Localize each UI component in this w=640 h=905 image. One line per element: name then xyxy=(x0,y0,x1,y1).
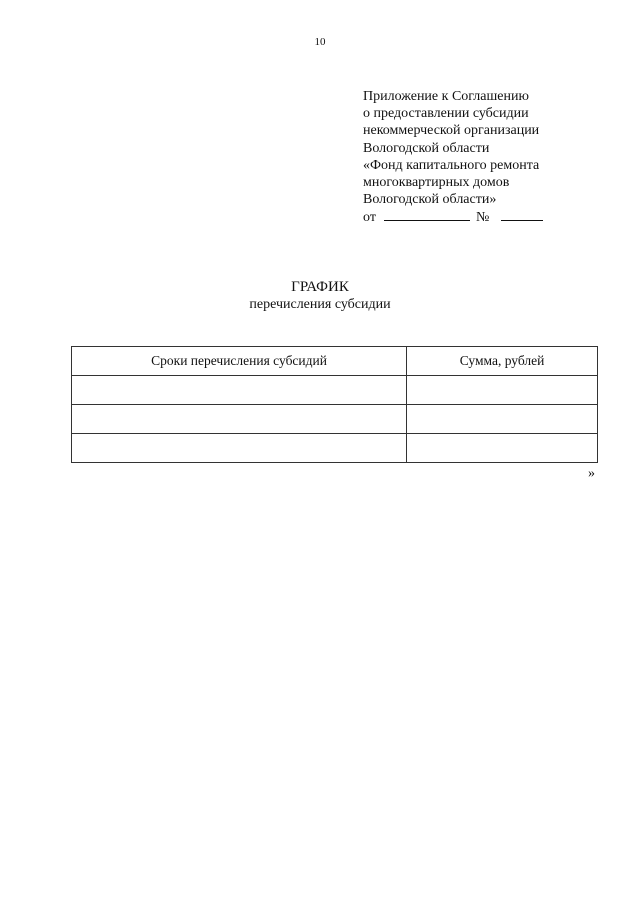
appendix-line: Вологодской области xyxy=(363,140,490,156)
page-number: 10 xyxy=(314,36,326,48)
header-dates: Сроки перечисления субсидий xyxy=(72,347,407,376)
appendix-line: многоквартирных домов xyxy=(363,175,510,191)
appendix-block xyxy=(363,88,623,227)
schedule-table xyxy=(71,346,598,463)
document-title: ГРАФИК xyxy=(291,279,349,295)
table-row xyxy=(72,405,598,434)
date-blank xyxy=(384,208,470,221)
table-row xyxy=(72,376,598,405)
table-cell-dates xyxy=(72,405,407,434)
table-cell-dates xyxy=(72,376,407,405)
appendix-date-line xyxy=(363,208,623,226)
table-header-row xyxy=(72,347,598,376)
date-prefix: от xyxy=(363,210,376,226)
header-sum: Сумма, рублей xyxy=(407,347,598,376)
table-cell-sum xyxy=(407,434,598,463)
document-subtitle: перечисления субсидии xyxy=(249,297,391,312)
appendix-line: о предоставлении субсидии xyxy=(363,106,529,122)
number-sign: № xyxy=(475,210,490,226)
appendix-line: некоммерческой организации xyxy=(363,123,540,139)
table-cell-dates xyxy=(72,434,407,463)
table-cell-sum xyxy=(407,405,598,434)
table-row xyxy=(72,434,598,463)
appendix-line: Приложение к Соглашению xyxy=(363,89,529,104)
appendix-line: Вологодской области» xyxy=(363,192,497,208)
closing-quote: » xyxy=(588,466,595,481)
table-cell-sum xyxy=(407,376,598,405)
number-blank xyxy=(501,208,543,221)
appendix-line: «Фонд капитального ремонта xyxy=(363,157,540,173)
